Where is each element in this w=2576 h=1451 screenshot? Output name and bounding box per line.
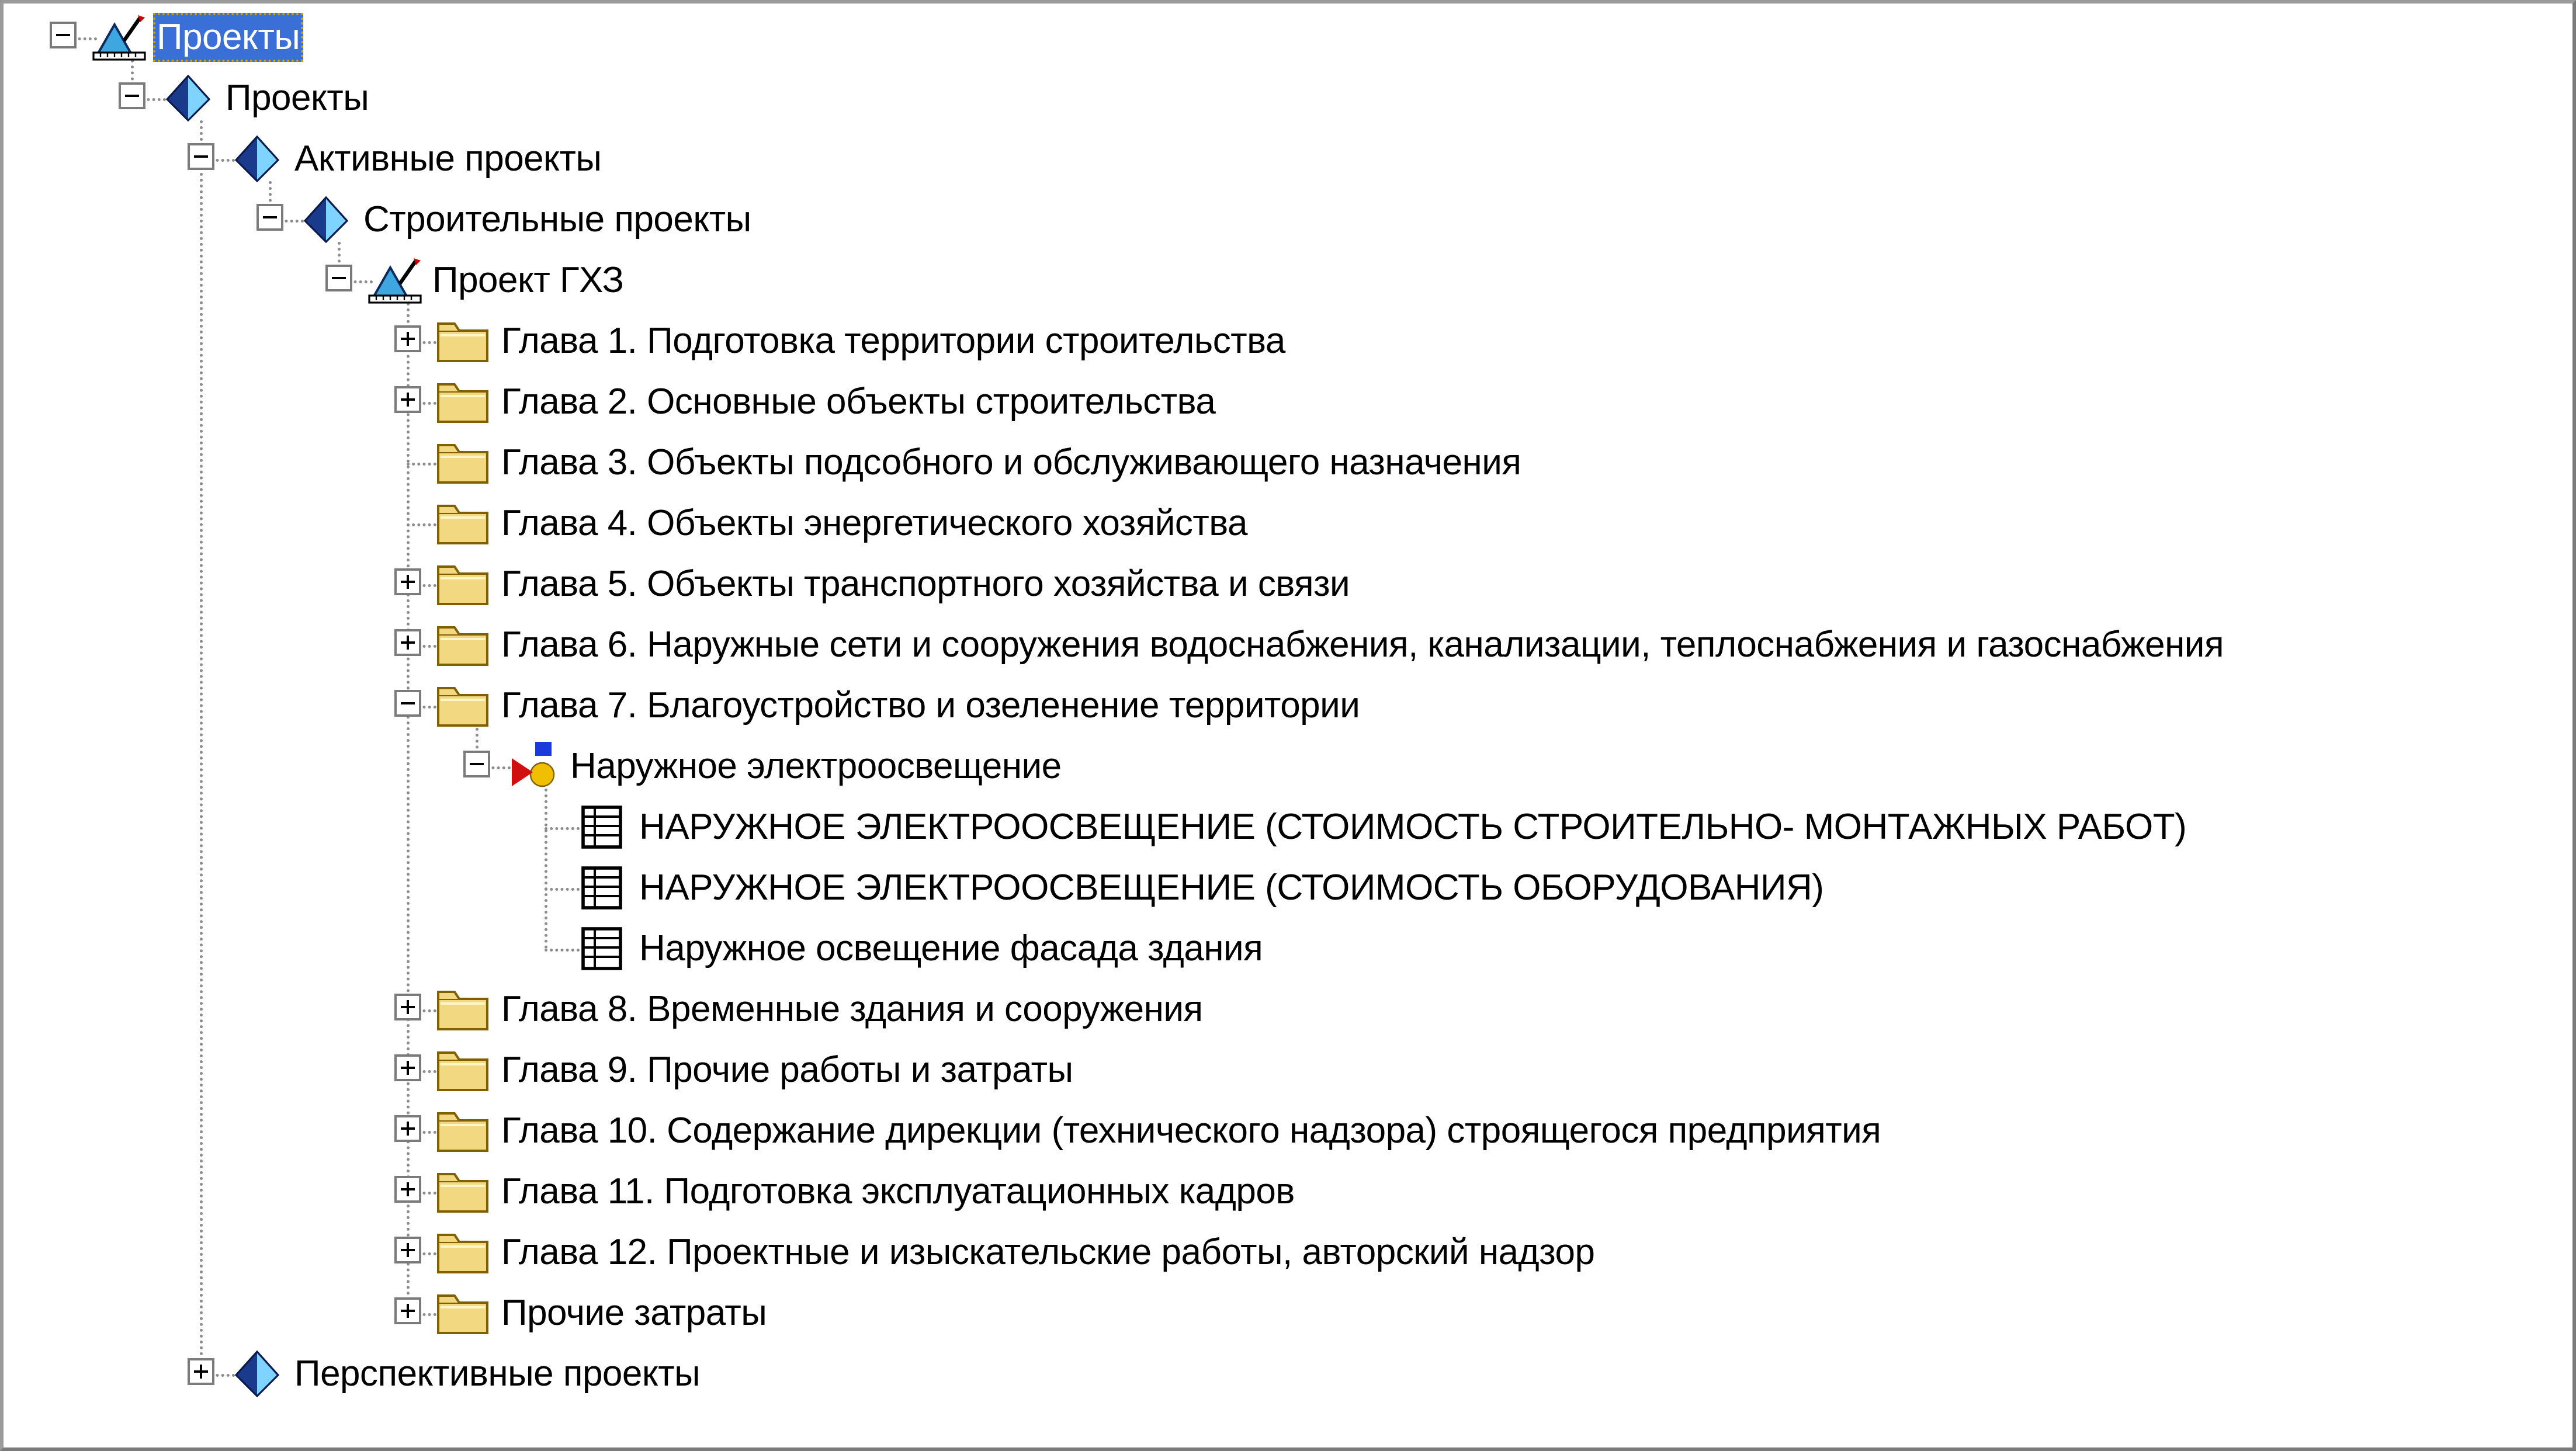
- project-tool-icon: [367, 256, 423, 305]
- tree-node[interactable]: [4, 615, 2563, 675]
- folder-icon: [436, 1167, 492, 1216]
- folder-icon: [436, 620, 492, 669]
- collapse-toggle-icon[interactable]: [119, 82, 145, 109]
- pyramid-icon: [298, 195, 354, 244]
- sheet-icon: [574, 924, 630, 973]
- tree-node[interactable]: [4, 675, 2563, 736]
- tree-node-label[interactable]: Наружное освещение фасада здания: [639, 928, 1263, 969]
- expand-toggle-icon[interactable]: [394, 629, 421, 656]
- tree-node-label[interactable]: Перспективные проекты: [294, 1353, 701, 1394]
- collapse-toggle-icon[interactable]: [394, 690, 421, 717]
- expand-toggle-icon[interactable]: [394, 1297, 421, 1324]
- tree-node-label[interactable]: Проект ГХЗ: [432, 260, 624, 300]
- expand-toggle-icon[interactable]: [394, 994, 421, 1020]
- collapse-toggle-icon[interactable]: [463, 751, 490, 777]
- expand-toggle-icon[interactable]: [394, 386, 421, 413]
- collapse-toggle-icon[interactable]: [256, 204, 283, 231]
- tree-node-label[interactable]: Глава 10. Содержание дирекции (технического надзора) строящегося предприятия: [501, 1110, 1881, 1151]
- tree-node[interactable]: [4, 1344, 2563, 1404]
- tree-node[interactable]: [4, 372, 2563, 432]
- project-tool-icon: [91, 13, 147, 62]
- collapse-toggle-icon[interactable]: [325, 265, 352, 291]
- folder-icon: [436, 499, 492, 548]
- tree-node-label[interactable]: Проекты: [153, 13, 303, 62]
- folder-icon: [436, 560, 492, 609]
- tree-node-label[interactable]: НАРУЖНОЕ ЭЛЕКТРООСВЕЩЕНИЕ (СТОИМОСТЬ ОБОРУДОВАНИЯ): [639, 867, 1824, 908]
- expand-toggle-icon[interactable]: [394, 1054, 421, 1081]
- tree-node-label[interactable]: НАРУЖНОЕ ЭЛЕКТРООСВЕЩЕНИЕ (СТОИМОСТЬ СТРОИТЕЛЬНО- МОНТАЖНЫХ РАБОТ): [639, 807, 2187, 847]
- expand-toggle-icon[interactable]: [394, 568, 421, 595]
- collapse-toggle-icon[interactable]: [188, 143, 214, 170]
- tree-node[interactable]: [4, 189, 2563, 250]
- tree-node-label[interactable]: Активные проекты: [294, 138, 602, 179]
- expand-toggle-icon[interactable]: [188, 1358, 214, 1385]
- pyramid-icon: [160, 74, 216, 123]
- sheet-icon: [574, 863, 630, 912]
- tree-node-label[interactable]: Глава 12. Проектные и изыскательские работы, авторский надзор: [501, 1232, 1595, 1272]
- pyramid-icon: [229, 134, 285, 183]
- folder-icon: [436, 985, 492, 1034]
- pyramid-icon: [229, 1349, 285, 1398]
- tree-node-label[interactable]: Глава 1. Подготовка территории строительства: [501, 321, 1285, 361]
- tree-node-label[interactable]: Глава 5. Объекты транспортного хозяйства и связи: [501, 564, 1350, 604]
- folder-icon: [436, 317, 492, 366]
- tree-node-label[interactable]: Глава 6. Наружные сети и сооружения водоснабжения, канализации, теплоснабжения и газоснабжения: [501, 624, 2224, 665]
- tree-node-label[interactable]: Глава 7. Благоустройство и озеленение территории: [501, 685, 1360, 726]
- tree-node[interactable]: [4, 311, 2563, 372]
- tree-node-label[interactable]: Глава 2. Основные объекты строительства: [501, 381, 1216, 422]
- expand-toggle-icon[interactable]: [394, 1115, 421, 1142]
- shapes-icon: [505, 742, 561, 791]
- tree-node[interactable]: [4, 918, 2563, 979]
- sheet-icon: [574, 803, 630, 852]
- expand-toggle-icon[interactable]: [394, 1176, 421, 1203]
- tree-node[interactable]: [4, 1161, 2563, 1222]
- tree-node-label[interactable]: Глава 3. Объекты подсобного и обслуживающего назначения: [501, 442, 1521, 482]
- tree-node[interactable]: [4, 1040, 2563, 1101]
- folder-icon: [436, 1046, 492, 1095]
- folder-icon: [436, 438, 492, 487]
- tree-node[interactable]: [4, 554, 2563, 615]
- tree-node[interactable]: [4, 1101, 2563, 1161]
- folder-icon: [436, 377, 492, 426]
- tree-node[interactable]: [4, 68, 2563, 129]
- folder-icon: [436, 1228, 492, 1277]
- tree-node[interactable]: [4, 250, 2563, 311]
- expand-toggle-icon[interactable]: [394, 1237, 421, 1263]
- tree-node[interactable]: [4, 432, 2563, 493]
- tree-node-label[interactable]: Глава 8. Временные здания и сооружения: [501, 989, 1203, 1029]
- tree-node[interactable]: [4, 1283, 2563, 1344]
- tree-node-label[interactable]: Глава 11. Подготовка эксплуатационных кадров: [501, 1171, 1295, 1212]
- tree-node[interactable]: [4, 7, 2563, 68]
- tree-node[interactable]: [4, 979, 2563, 1040]
- tree-node[interactable]: [4, 858, 2563, 918]
- tree-node-label[interactable]: Строительные проекты: [363, 199, 751, 239]
- tree-node[interactable]: [4, 1222, 2563, 1283]
- tree-node-label[interactable]: Проекты: [226, 78, 369, 118]
- tree-node[interactable]: [4, 493, 2563, 554]
- folder-icon: [436, 1106, 492, 1155]
- tree-node[interactable]: [4, 129, 2563, 189]
- folder-icon: [436, 681, 492, 730]
- folder-icon: [436, 1289, 492, 1338]
- tree-node[interactable]: [4, 736, 2563, 797]
- collapse-toggle-icon[interactable]: [50, 22, 77, 48]
- tree-node-label[interactable]: Прочие затраты: [501, 1293, 767, 1333]
- tree-node-label[interactable]: Глава 4. Объекты энергетического хозяйства: [501, 503, 1247, 543]
- expand-toggle-icon[interactable]: [394, 325, 421, 352]
- tree-node-label[interactable]: Глава 9. Прочие работы и затраты: [501, 1050, 1073, 1090]
- tree-node[interactable]: [4, 797, 2563, 858]
- tree-node-label[interactable]: Наружное электроосвещение: [570, 746, 1062, 786]
